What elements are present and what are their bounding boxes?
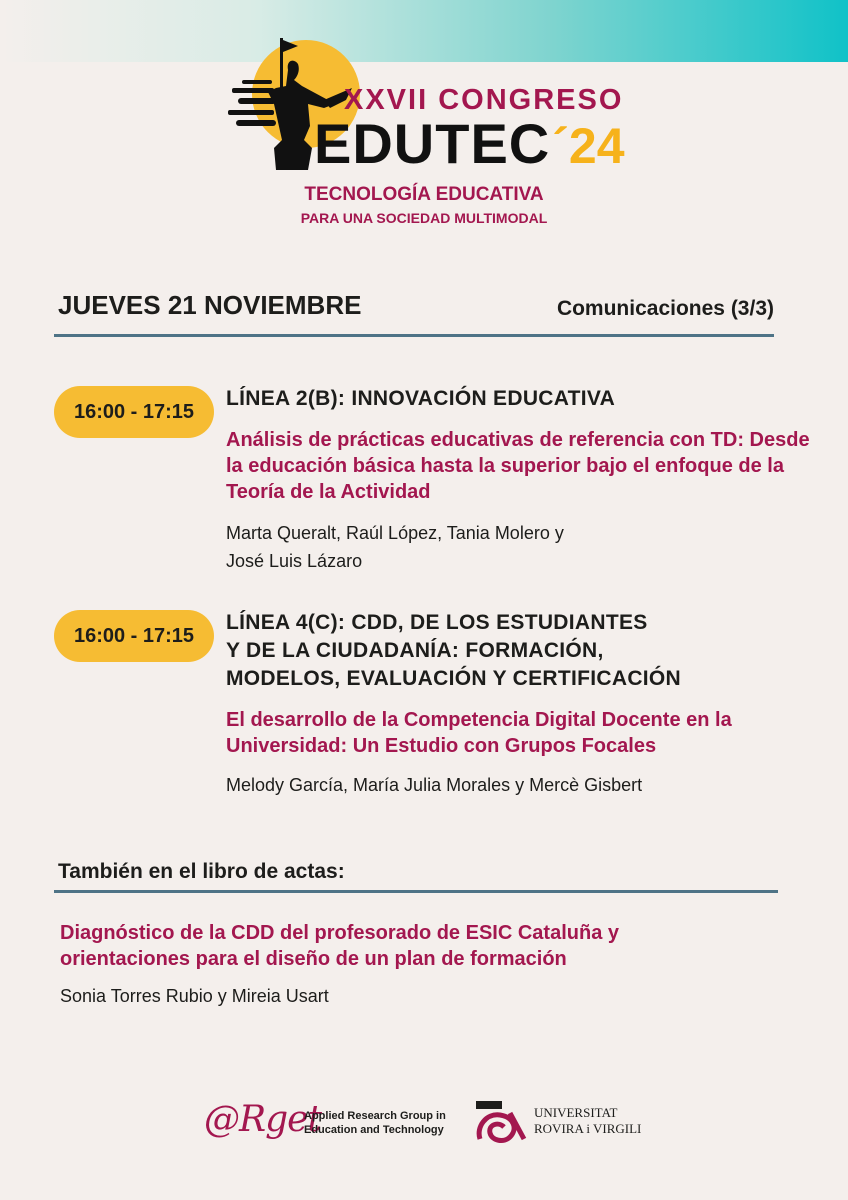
event-logo-wordmark — [314, 112, 625, 175]
divider — [54, 334, 774, 337]
arget-logo: @Rget — [204, 1099, 321, 1140]
paper-title — [60, 920, 760, 972]
day-heading: JUEVES 21 NOVIEMBRE — [58, 290, 362, 320]
authors: Sonia Torres Rubio y Mireia Usart — [60, 986, 329, 1006]
section-label: Comunicaciones (3/3) — [556, 297, 774, 320]
event-header — [0, 0, 848, 260]
urv-emblem-icon — [474, 1099, 528, 1143]
divider — [54, 890, 778, 893]
line-title-row: Y DE LA CIUDADANÍA: FORMACIÓN, — [226, 639, 604, 662]
paper-title-line: orientaciones para el diseño de un plan de formación — [60, 948, 567, 970]
session-block — [226, 609, 816, 799]
session-block — [226, 385, 816, 575]
event-subtitle-secondary: PARA UNA SOCIEDAD MULTIMODAL — [300, 210, 548, 226]
arget-name-line: Education and Technology — [304, 1124, 444, 1136]
proceedings-entry — [60, 920, 760, 1010]
line-title: LÍNEA 2(B): INNOVACIÓN EDUCATIVA — [226, 387, 616, 410]
time-badge: 16:00 - 17:15 — [54, 610, 214, 662]
urv-name-line: ROVIRA i VIRGILI — [534, 1121, 642, 1136]
arget-name — [304, 1109, 446, 1137]
authors-line: Marta Queralt, Raúl López, Tania Molero y — [226, 523, 564, 543]
event-year: ´24 — [552, 118, 625, 174]
congress-edition: XXVII CONGRESO — [344, 84, 624, 116]
line-title-row: LÍNEA 4(C): CDD, DE LOS ESTUDIANTES — [226, 611, 648, 634]
authors — [226, 519, 816, 575]
sponsor-logos — [0, 1095, 848, 1155]
event-name: EDUTEC — [314, 112, 551, 175]
arget-name-line: Applied Research Group in — [304, 1110, 446, 1122]
event-subtitle-main: TECNOLOGÍA EDUCATIVA — [304, 184, 544, 205]
line-title-row: MODELOS, EVALUACIÓN Y CERTIFICACIÓN — [226, 667, 682, 690]
line-title — [226, 609, 816, 693]
time-badge: 16:00 - 17:15 — [54, 386, 214, 438]
paper-title: El desarrollo de la Competencia Digital Docente en la Universidad: Un Estudio con Grupos Focales — [226, 709, 732, 757]
authors: Melody García, María Julia Morales y Mercè Gisbert — [226, 775, 643, 795]
urv-name-line: UNIVERSITAT — [534, 1105, 618, 1120]
authors-line: José Luis Lázaro — [226, 551, 363, 571]
proceedings-heading: También en el libro de actas: — [58, 860, 345, 883]
paper-title-line: Diagnóstico de la CDD del profesorado de ESIC Cataluña y — [60, 922, 619, 944]
paper-title: Análisis de prácticas educativas de referencia con TD: Desde la educación básica hasta la superior bajo el enfoque de la Teoría de la Actividad — [226, 429, 810, 503]
urv-name — [534, 1105, 641, 1137]
